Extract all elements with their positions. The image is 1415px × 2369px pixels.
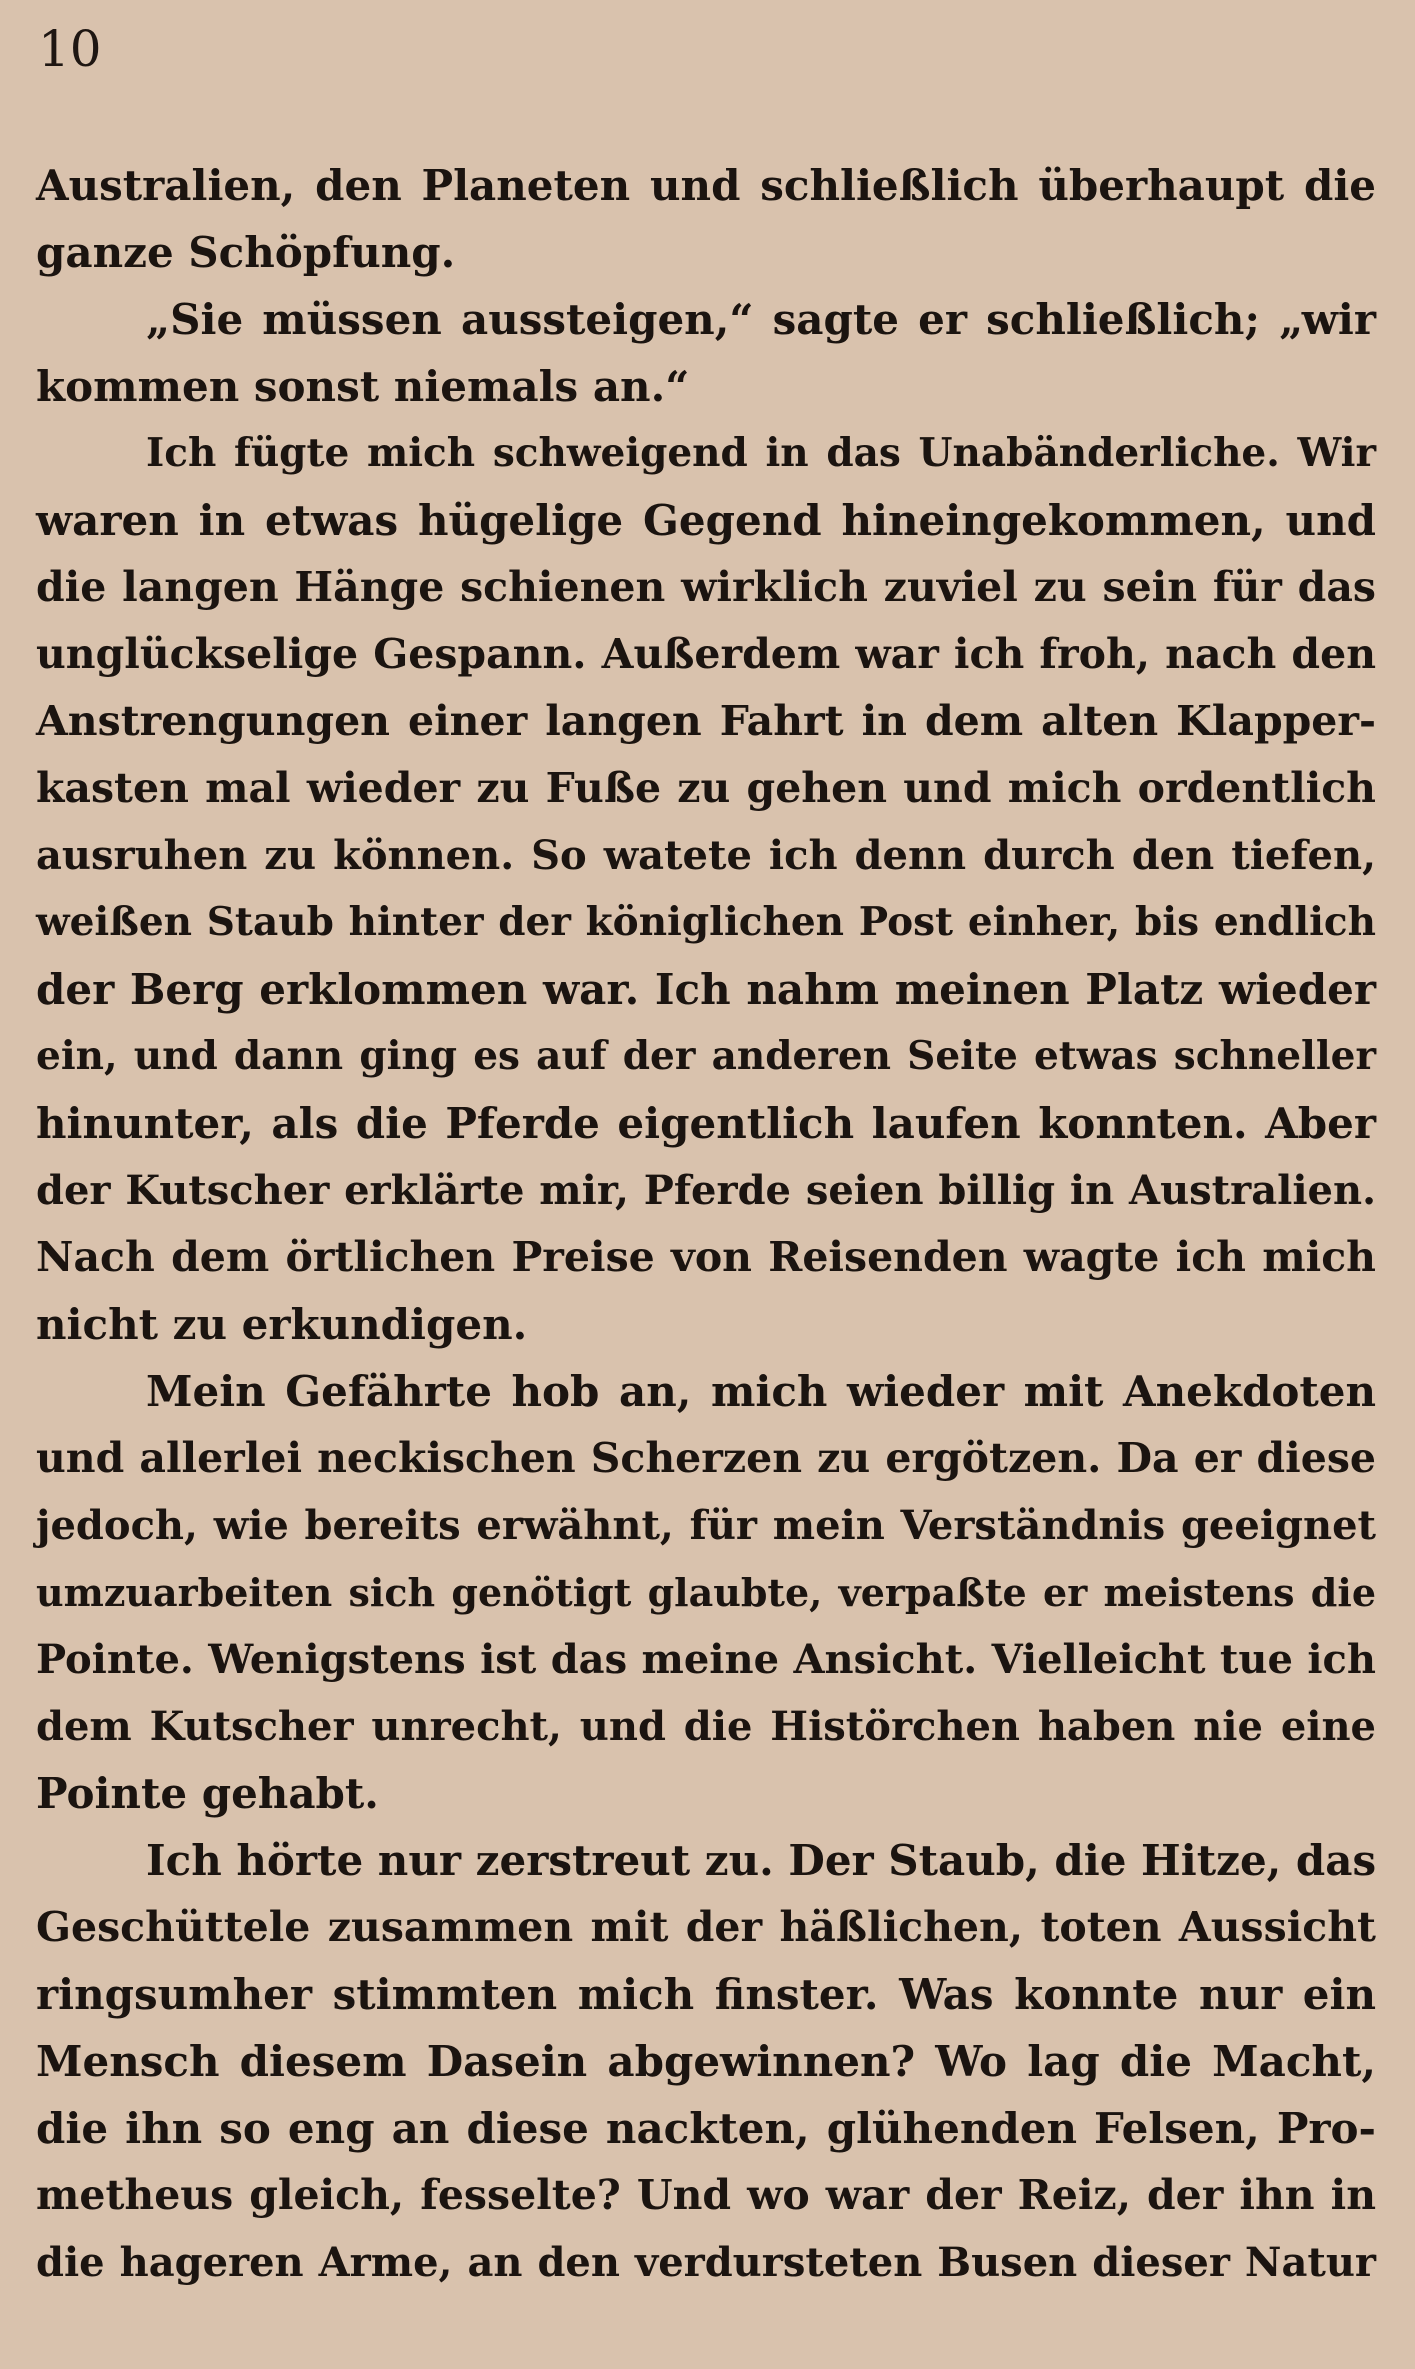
- text-line: „Sie müssen aussteigen,“ sagte er schließlich; „wir: [146, 295, 1376, 344]
- text-line: Nach dem örtlichen Preise von Reisenden wagte ich mich: [36, 1233, 1376, 1281]
- text-line: metheus gleich, fesselte? Und wo war der Reiz, der ihn in: [36, 2171, 1376, 2219]
- text-line: ganze Schöpfung.: [36, 228, 456, 277]
- text-line: hinunter, als die Pferde eigentlich laufen konnten. Aber: [36, 1099, 1376, 1148]
- text-line: und allerlei neckischen Scherzen zu ergötzen. Da er diese: [36, 1434, 1376, 1482]
- text-line: Ich hörte nur zerstreut zu. Der Staub, die Hitze, das: [146, 1836, 1377, 1885]
- text-line: der Berg erklommen war. Ich nahm meinen Platz wieder: [36, 965, 1376, 1014]
- text-line: unglückselige Gespann. Außerdem war ich froh, nach den: [36, 630, 1376, 678]
- text-line: dem Kutscher unrecht, und die Histörchen haben nie eine: [36, 1703, 1376, 1750]
- text-line: ein, und dann ging es auf der anderen Seite etwas schneller: [36, 1033, 1376, 1079]
- text-line: ringsumher stimmten mich finster. Was konnte nur ein: [36, 1970, 1376, 2019]
- text-line: Pointe. Wenigstens ist das meine Ansicht. Vielleicht tue ich: [36, 1636, 1376, 1683]
- text-line: Ich fügte mich schweigend in das Unabänderliche. Wir: [146, 430, 1376, 476]
- text-line: jedoch, wie bereits erwähnt, für mein Verständnis geeignet: [36, 1502, 1376, 1549]
- text-line: der Kutscher erklärte mir, Pferde seien billig in Australien.: [36, 1167, 1376, 1214]
- text-line: die ihn so eng an diese nackten, glühenden Felsen, Pro-: [36, 2104, 1376, 2153]
- text-line: Australien, den Planeten und schließlich überhaupt die: [36, 161, 1376, 210]
- text-line: ausruhen zu können. So watete ich denn durch den tiefen,: [36, 832, 1376, 879]
- text-line: die langen Hänge schienen wirklich zuviel zu sein für das: [36, 563, 1376, 611]
- text-line: Pointe gehabt.: [36, 1769, 379, 1818]
- text-line: nicht zu erkundigen.: [36, 1300, 528, 1349]
- page-number: 10: [38, 20, 102, 78]
- text-line: Mein Gefährte hob an, mich wieder mit Anekdoten: [146, 1367, 1376, 1416]
- text-line: die hageren Arme, an den verdursteten Busen dieser Natur: [36, 2239, 1376, 2286]
- text-line: umzuarbeiten sich genötigt glaubte, verpaßte er meistens die: [36, 1570, 1376, 1615]
- text-line: kommen sonst niemals an.“: [36, 362, 690, 411]
- body-text: [36, 152, 1376, 2296]
- text-line: waren in etwas hügelige Gegend hineingekommen, und: [36, 496, 1376, 545]
- text-line: Anstrengungen einer langen Fahrt in dem alten Klapper-: [36, 697, 1376, 745]
- text-line: Geschüttele zusammen mit der häßlichen, toten Aussicht: [36, 1903, 1376, 1951]
- text-line: weißen Staub hinter der königlichen Post einher, bis endlich: [36, 899, 1376, 945]
- text-line: Mensch diesem Dasein abgewinnen? Wo lag die Macht,: [36, 2037, 1376, 2086]
- text-line: kasten mal wieder zu Fuße zu gehen und mich ordentlich: [36, 764, 1376, 812]
